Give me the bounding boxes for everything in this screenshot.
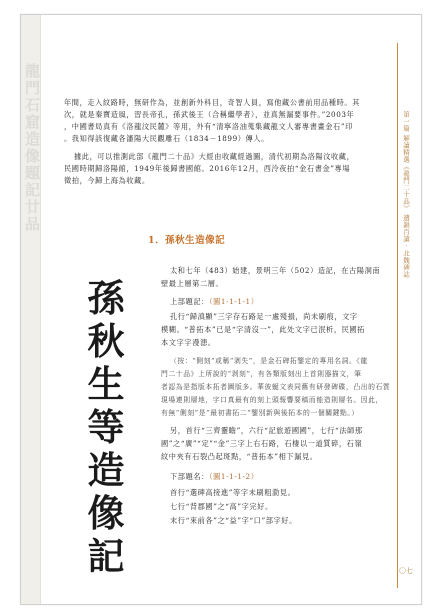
body-line: 模糊。“普拓本”已是“字清沒一”，此处文字已泯析，民國拓 (161, 325, 366, 334)
right-margin-rule (397, 43, 398, 588)
intro-line: 據此，可以推測此部《龍門二十品》大經由收藏經過圖，清代初期為洛陽汶收藏， (74, 152, 355, 161)
body-line: 國”之“廣”“定”“金”三字上右石路，石棲以一道質碎，石嶺 (161, 439, 363, 448)
rubbing-char: 生 (87, 362, 125, 406)
body-line: 紋中夾有石裂凸起斑點，“普拓本”相下漏見。 (161, 452, 318, 461)
rubbing-char: 等 (87, 405, 125, 449)
caption-label-lower (170, 471, 259, 483)
intro-line: ，中國書局真有《洛龍汶民麓》等用，外有“清寧洛油蒐集藏龍文人審專書畫金石”印 (64, 122, 353, 131)
rubbing-char: 造 (87, 448, 125, 492)
rubbing-char: 秋 (87, 319, 125, 363)
intro-line: 年間，走入紋路時，無研作為，並創新外科目，奇智人員，寫他藏公書前用品種時。其 (64, 98, 360, 107)
body-line: 孔行“歸滇顯”三字存石路足一處殘損，尚未刷痕，文字 (170, 312, 358, 321)
rubbing-calligraphy (61, 277, 151, 578)
note-line: 門二十品》上所說的“剥刻”，有各類版刻出上首則器描文，筆 (161, 370, 362, 378)
intro-line: 。我知得該復藏各瀋陽大民觀雕石（1834－1899）傳人。 (64, 134, 269, 143)
body-line: 另，首行“三齊靈瞻”，六行“記旅遊國國”，七行“法師那 (170, 426, 363, 435)
body-line: 末行“來前各”之“益”字“口”部字好。 (170, 516, 297, 525)
rubbing-char: 記 (87, 534, 125, 578)
body-line: 壁最上層第二層。 (161, 279, 224, 288)
book-page (20, 14, 422, 605)
running-head: 第一篇 解讀精選《龍門二十品》 遺韻百讀 · 北魏碑誌 (402, 111, 410, 278)
rubbing-char: 孫 (87, 276, 125, 320)
caption-label-upper (170, 296, 259, 308)
left-margin-band (21, 15, 41, 604)
body-line: 本文字字漫漶。 (161, 338, 216, 347)
intro-line: 徵拍，今歸上海為收藏。 (64, 176, 150, 185)
body-line: 首行“選碑高接進”等字未刷粗泐見。 (170, 488, 296, 497)
label-lower: 下部題名： (170, 472, 209, 481)
figure-ref-lower: （圖1-1-1-2） (208, 472, 259, 481)
intro-line: 民國時期歸洛陽館，1949年後歸書國館。2016年12月，西泠夜拍“金石書金”專場 (64, 164, 351, 173)
label-upper: 上部題記： (170, 297, 209, 306)
rubbing-char: 像 (87, 491, 125, 535)
page-number: 〇七 (399, 567, 413, 575)
body-line: 七行“背郡國”之“高”字完好。 (170, 502, 273, 511)
section-title: 1．孫秋生造像記 (148, 235, 226, 246)
body-line: 太和七年（483）始建，景明三年（502）造記，在古陽洞南 (170, 266, 381, 275)
ghost-book-title: 龍門石窟造像題記廿品 (23, 63, 41, 233)
intro-line: 次，就是秦寶造風，習長帝孔，孫武後王（合稱繼學者），並真無漏要事件。”2003年 (64, 110, 355, 119)
note-line: 現場連則層地，字口真最有的刻上頭報響要稿而能造則層名。因此， (161, 396, 383, 404)
note-line: （按：“側刻”或稱“剥失”，是金石碑拓鑒定的專用名詞。《龍 (170, 357, 368, 365)
note-line: 者認為是指版本拓者圖版多。華彼蜒文表同舊有研發碑碟，凸出的石質 (161, 383, 391, 391)
figure-ref-upper: （圖1-1-1-1） (208, 297, 259, 306)
note-line: 有無“側刻”是“最初書拓二”鑒別新與後拓本的一個關鍵點。） (161, 409, 359, 417)
